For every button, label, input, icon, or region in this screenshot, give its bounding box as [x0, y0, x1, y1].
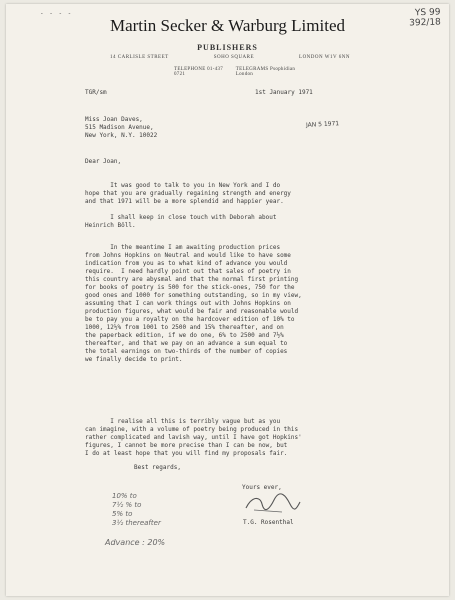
address-part: 14 CARLISLE STREET	[110, 55, 169, 60]
company-name: Martin Secker & Warburg Limited	[109, 16, 345, 35]
company-address	[110, 55, 350, 60]
company-contacts	[174, 67, 314, 77]
recipient-line: New York, N.Y. 10022	[85, 132, 158, 139]
letter-page	[6, 4, 449, 596]
signer-name: T.G. Rosenthal	[243, 519, 294, 526]
handwritten-line: 10% to	[112, 492, 137, 500]
recipient-line: Miss Joan Daves,	[85, 116, 143, 123]
address-part: LONDON W1V 6NN	[299, 55, 350, 60]
paragraph: In the meantime I am awaiting production prices from Johns Hopkins on Neutral and would like to have some indication from you as to what kind of advance you would require. I need hardly point out that sales of poetry in this country are abysmal and that the normal first printing for books of poetry is 500 for the stick-ones, 750 for the good ones and 1000 for something outstanding, so in my view, assuming that I can work things out with Johns Hopkins on production figures, what would be fair and reasonable would be to pay you a royalty on the hardcover edition of 10% to 1000, 12½% from 1001 to 2500 and 15% thereafter, and on the paperback edition, if we do one, 6% to 2500 and 7½% thereafter, and that we pay on an advance a sum equal to the total earnings on two-thirds of the number of copies we finally decide to print.	[85, 244, 302, 363]
paragraph: I shall keep in close touch with Deborah about Heinrich Böll.	[85, 214, 277, 229]
company-tagline: PUBLISHERS	[197, 43, 258, 52]
recipient-line: 515 Madison Avenue,	[85, 124, 154, 131]
recipient-address	[85, 116, 305, 140]
handwritten-advance-note: Advance : 20%	[105, 538, 166, 547]
reference: TGR/sm	[85, 89, 107, 96]
letter-date: 1st January 1971	[255, 89, 313, 96]
closing: Best regards,	[134, 464, 181, 471]
address-part: SOHO SQUARE	[213, 55, 255, 60]
handwritten-signature	[242, 490, 302, 518]
salutation: Dear Joan,	[85, 158, 122, 165]
paragraph: I realise all this is terribly vague but as you can imagine, with a volume of poetry being produced in this rather complicated and lavish way, until I have got Hopkins' figures, I cannot be more precise than I can be now, but I do at least hope that you will find my proposals fair.	[85, 418, 302, 457]
handwritten-royalty-notes	[112, 492, 192, 528]
received-stamp: JAN 5 1971	[305, 120, 340, 129]
handwritten-line: 5% to	[112, 510, 133, 518]
telegrams: TELEGRAMS Psophidian London	[235, 67, 296, 77]
archive-mark: 392/18	[409, 17, 442, 29]
handwritten-line: 7½ % to	[112, 501, 142, 509]
valediction: Yours ever,	[242, 484, 282, 491]
telephone: TELEPHONE 01-437 0721	[174, 67, 224, 77]
handwritten-line: 3½ thereafter	[112, 519, 161, 527]
archive-mark: YS 99	[415, 7, 441, 19]
corner-marks: - - - -	[40, 10, 73, 17]
paragraph: It was good to talk to you in New York and I do hope that you are gradually regaining strength and energy and that 1971 will be a more splendid and happier year.	[85, 182, 291, 205]
